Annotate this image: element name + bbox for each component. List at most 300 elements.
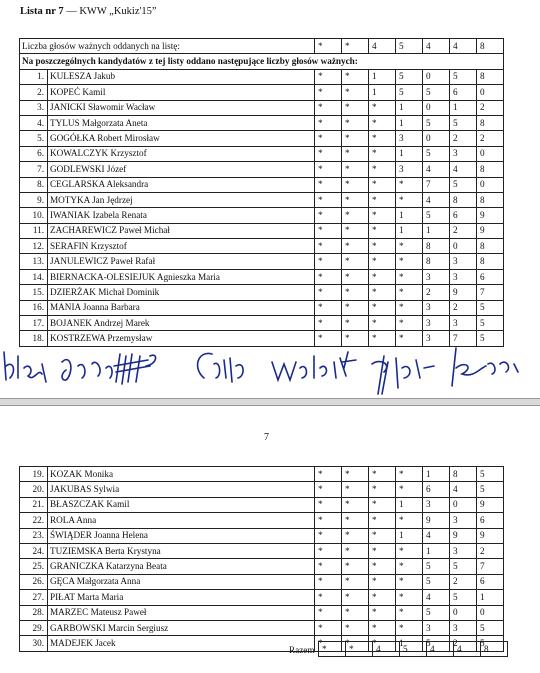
vote-digit: 3 bbox=[450, 254, 477, 269]
candidate-row bbox=[20, 115, 504, 130]
vote-digit: * bbox=[315, 285, 342, 300]
candidate-row bbox=[20, 239, 504, 254]
vote-digit: * bbox=[315, 85, 342, 100]
committee-name: KWW „Kukiz'15” bbox=[79, 6, 157, 17]
candidate-number: 9. bbox=[20, 192, 48, 207]
vote-digit: * bbox=[342, 239, 369, 254]
vote-digit: 5 bbox=[423, 85, 450, 100]
vote-digit: 3 bbox=[423, 300, 450, 315]
candidate-name: JAKUBAS Sylwia bbox=[48, 482, 315, 497]
vote-digit: 6 bbox=[423, 482, 450, 497]
vote-digit: 3 bbox=[423, 269, 450, 284]
vote-digit: 1 bbox=[396, 636, 423, 651]
candidate-name: MADEJEK Jacek bbox=[48, 636, 315, 651]
vote-digit: 1 bbox=[396, 223, 423, 238]
candidate-number: 5. bbox=[20, 131, 48, 146]
candidate-name: BOJANEK Andrzej Marek bbox=[48, 316, 315, 331]
candidate-name: SERAFIN Krzysztof bbox=[48, 239, 315, 254]
vote-digit: * bbox=[369, 482, 396, 497]
candidate-number: 6. bbox=[20, 146, 48, 161]
vote-digit: * bbox=[342, 636, 369, 651]
vote-digit: 1 bbox=[423, 543, 450, 558]
candidate-row bbox=[20, 316, 504, 331]
vote-digit: 9 bbox=[477, 528, 504, 543]
vote-digit: 8 bbox=[477, 69, 504, 84]
vote-digit: 3 bbox=[396, 162, 423, 177]
vote-digit: 9 bbox=[423, 513, 450, 528]
header-dash: — bbox=[66, 6, 77, 17]
candidate-row bbox=[20, 85, 504, 100]
vote-digit: * bbox=[342, 269, 369, 284]
vote-digit: * bbox=[342, 162, 369, 177]
vote-digit: * bbox=[342, 192, 369, 207]
candidate-number: 1. bbox=[20, 69, 48, 84]
vote-digit: * bbox=[315, 115, 342, 130]
candidate-number: 8. bbox=[20, 177, 48, 192]
vote-digit: 9 bbox=[450, 285, 477, 300]
vote-digit: 5 bbox=[396, 69, 423, 84]
candidate-row bbox=[20, 620, 504, 635]
list-header bbox=[20, 6, 157, 17]
candidate-name: MANIA Joanna Barbara bbox=[48, 300, 315, 315]
vote-digit: * bbox=[396, 316, 423, 331]
vote-digit: * bbox=[315, 100, 342, 115]
vote-digit: 1 bbox=[450, 100, 477, 115]
candidate-name: MARZEC Mateusz Paweł bbox=[48, 605, 315, 620]
vote-digit: * bbox=[369, 115, 396, 130]
vote-digit: * bbox=[369, 559, 396, 574]
candidate-number: 25. bbox=[20, 559, 48, 574]
candidate-row bbox=[20, 285, 504, 300]
vote-digit: 8 bbox=[477, 192, 504, 207]
vote-digit: 8 bbox=[450, 467, 477, 482]
candidate-name: KOPEĆ Kamil bbox=[48, 85, 315, 100]
vote-digit: * bbox=[342, 254, 369, 269]
vote-digit: * bbox=[315, 239, 342, 254]
vote-digit: 5 bbox=[423, 146, 450, 161]
candidate-row bbox=[20, 497, 504, 512]
vote-digit: * bbox=[315, 316, 342, 331]
vote-digit: 5 bbox=[477, 316, 504, 331]
vote-digit: * bbox=[315, 300, 342, 315]
vote-digit: 5 bbox=[396, 85, 423, 100]
vote-digit: 1 bbox=[396, 497, 423, 512]
candidate-row bbox=[20, 513, 504, 528]
vote-digit: 4 bbox=[450, 482, 477, 497]
candidate-number: 26. bbox=[20, 574, 48, 589]
vote-digit: * bbox=[369, 239, 396, 254]
vote-digit: 2 bbox=[477, 131, 504, 146]
vote-digit: 2 bbox=[477, 100, 504, 115]
vote-digit: * bbox=[315, 131, 342, 146]
vote-digit: 5 bbox=[477, 467, 504, 482]
vote-digit: * bbox=[315, 574, 342, 589]
candidate-number: 22. bbox=[20, 513, 48, 528]
vote-digit: * bbox=[369, 497, 396, 512]
vote-digit: 1 bbox=[396, 146, 423, 161]
vote-digit: * bbox=[369, 513, 396, 528]
candidate-number: 11. bbox=[20, 223, 48, 238]
vote-digit: 0 bbox=[423, 69, 450, 84]
vote-digit: 5 bbox=[423, 115, 450, 130]
vote-digit: * bbox=[315, 605, 342, 620]
vote-digit: 5 bbox=[477, 620, 504, 635]
list-number: Lista nr 7 bbox=[20, 6, 64, 17]
candidate-name: CEGLARSKA Aleksandra bbox=[48, 177, 315, 192]
vote-digit: 4 bbox=[423, 192, 450, 207]
candidate-name: ROLA Anna bbox=[48, 513, 315, 528]
vote-digit: 5 bbox=[477, 482, 504, 497]
vote-digit: * bbox=[396, 254, 423, 269]
vote-digit: * bbox=[315, 620, 342, 635]
candidate-name: TYLUS Małgorzata Aneta bbox=[48, 115, 315, 130]
candidate-row bbox=[20, 162, 504, 177]
vote-digit: * bbox=[369, 543, 396, 558]
vote-digit: * bbox=[369, 131, 396, 146]
candidate-row bbox=[20, 574, 504, 589]
vote-digit: 1 bbox=[369, 69, 396, 84]
vote-digit: * bbox=[342, 208, 369, 223]
vote-digit: 9 bbox=[477, 497, 504, 512]
vote-digit: 8 bbox=[477, 254, 504, 269]
vote-digit: 7 bbox=[477, 559, 504, 574]
summary-digit: 5 bbox=[396, 39, 423, 54]
total-label: Razem bbox=[289, 645, 315, 655]
candidate-number: 19. bbox=[20, 467, 48, 482]
vote-digit: * bbox=[342, 497, 369, 512]
candidate-number: 24. bbox=[20, 543, 48, 558]
vote-digit: 5 bbox=[450, 559, 477, 574]
candidate-name: ŚWIĄDER Joanna Helena bbox=[48, 528, 315, 543]
vote-digit: * bbox=[369, 177, 396, 192]
candidate-name: JANULEWICZ Paweł Rafał bbox=[48, 254, 315, 269]
vote-digit: * bbox=[315, 208, 342, 223]
candidate-row bbox=[20, 192, 504, 207]
candidate-name: MOTYKA Jan Jędrzej bbox=[48, 192, 315, 207]
vote-digit: * bbox=[369, 467, 396, 482]
vote-digit: * bbox=[369, 208, 396, 223]
candidate-number: 7. bbox=[20, 162, 48, 177]
candidate-number: 15. bbox=[20, 285, 48, 300]
candidate-name: PIŁAT Marta Maria bbox=[48, 590, 315, 605]
candidate-name: KOSTRZEWA Przemysław bbox=[48, 331, 315, 346]
vote-digit: 5 bbox=[423, 208, 450, 223]
candidate-name: GĘCA Małgorzata Anna bbox=[48, 574, 315, 589]
vote-digit: * bbox=[369, 269, 396, 284]
candidate-row bbox=[20, 300, 504, 315]
candidate-number: 18. bbox=[20, 331, 48, 346]
vote-digit: 3 bbox=[423, 331, 450, 346]
section-row bbox=[20, 54, 504, 69]
vote-digit: * bbox=[342, 543, 369, 558]
vote-digit: * bbox=[342, 513, 369, 528]
vote-digit: * bbox=[369, 285, 396, 300]
candidate-row bbox=[20, 590, 504, 605]
candidate-number: 3. bbox=[20, 100, 48, 115]
vote-digit: 0 bbox=[477, 605, 504, 620]
candidate-number: 30. bbox=[20, 636, 48, 651]
vote-digit: * bbox=[342, 177, 369, 192]
vote-digit: * bbox=[342, 146, 369, 161]
vote-digit: 1 bbox=[423, 467, 450, 482]
vote-digit: * bbox=[396, 331, 423, 346]
candidate-name: GODLEWSKI Józef bbox=[48, 162, 315, 177]
vote-digit: * bbox=[315, 177, 342, 192]
votes-table-top bbox=[19, 38, 504, 347]
candidate-row bbox=[20, 559, 504, 574]
vote-digit: 0 bbox=[423, 131, 450, 146]
vote-digit: 1 bbox=[396, 100, 423, 115]
candidate-name: KOWALCZYK Krzysztof bbox=[48, 146, 315, 161]
vote-digit: * bbox=[315, 192, 342, 207]
total-digit: * bbox=[319, 642, 346, 657]
vote-digit: 2 bbox=[423, 285, 450, 300]
vote-digit: * bbox=[315, 636, 342, 651]
vote-digit: * bbox=[315, 331, 342, 346]
vote-digit: * bbox=[396, 269, 423, 284]
total-digit: 5 bbox=[400, 642, 427, 657]
candidate-row bbox=[20, 146, 504, 161]
total-digit: 8 bbox=[481, 642, 508, 657]
vote-digit: * bbox=[315, 467, 342, 482]
vote-digit: 8 bbox=[450, 192, 477, 207]
candidate-row bbox=[20, 208, 504, 223]
vote-digit: * bbox=[396, 239, 423, 254]
vote-digit: * bbox=[315, 223, 342, 238]
section-label: Na poszczególnych kandydatów z tej listy oddano następujące liczby głosów ważnych: bbox=[20, 54, 504, 69]
vote-digit: * bbox=[396, 300, 423, 315]
vote-digit: * bbox=[342, 223, 369, 238]
vote-digit: 3 bbox=[450, 269, 477, 284]
vote-digit: * bbox=[342, 605, 369, 620]
summary-digit: 8 bbox=[477, 39, 504, 54]
summary-row bbox=[20, 39, 504, 54]
vote-digit: * bbox=[342, 131, 369, 146]
vote-digit: 5 bbox=[450, 69, 477, 84]
vote-digit: 2 bbox=[477, 543, 504, 558]
vote-digit: * bbox=[342, 316, 369, 331]
vote-digit: * bbox=[396, 177, 423, 192]
vote-digit: * bbox=[396, 513, 423, 528]
candidate-number: 29. bbox=[20, 620, 48, 635]
vote-digit: 5 bbox=[423, 605, 450, 620]
vote-digit: * bbox=[369, 162, 396, 177]
vote-digit: * bbox=[315, 590, 342, 605]
vote-digit: * bbox=[315, 513, 342, 528]
vote-digit: * bbox=[342, 528, 369, 543]
vote-digit: * bbox=[369, 100, 396, 115]
vote-digit: * bbox=[396, 574, 423, 589]
vote-digit: 5 bbox=[477, 300, 504, 315]
vote-digit: 3 bbox=[450, 543, 477, 558]
candidate-row bbox=[20, 543, 504, 558]
vote-digit: * bbox=[342, 85, 369, 100]
vote-digit: 1 bbox=[396, 115, 423, 130]
vote-digit: * bbox=[396, 285, 423, 300]
vote-digit: 0 bbox=[477, 146, 504, 161]
candidate-name: KOZAK Monika bbox=[48, 467, 315, 482]
vote-digit: 3 bbox=[423, 497, 450, 512]
vote-digit: * bbox=[315, 269, 342, 284]
page-break-separator bbox=[0, 398, 540, 406]
candidate-name: KULESZA Jakub bbox=[48, 69, 315, 84]
vote-digit: 5 bbox=[477, 636, 504, 651]
candidate-name: IWANIAK Izabela Renata bbox=[48, 208, 315, 223]
summary-digit: * bbox=[342, 39, 369, 54]
vote-digit: 3 bbox=[423, 620, 450, 635]
summary-digit: * bbox=[315, 39, 342, 54]
vote-digit: * bbox=[342, 559, 369, 574]
vote-digit: * bbox=[342, 300, 369, 315]
vote-digit: * bbox=[369, 331, 396, 346]
vote-digit: 7 bbox=[450, 331, 477, 346]
vote-digit: 8 bbox=[423, 254, 450, 269]
vote-digit: 7 bbox=[423, 177, 450, 192]
vote-digit: * bbox=[342, 115, 369, 130]
vote-digit: * bbox=[342, 590, 369, 605]
vote-digit: * bbox=[369, 620, 396, 635]
candidate-row bbox=[20, 482, 504, 497]
vote-digit: * bbox=[396, 482, 423, 497]
vote-digit: * bbox=[342, 100, 369, 115]
candidate-number: 28. bbox=[20, 605, 48, 620]
candidate-row bbox=[20, 100, 504, 115]
vote-digit: 6 bbox=[450, 85, 477, 100]
vote-digit: 4 bbox=[423, 590, 450, 605]
candidate-name: DZIERŻAK Michał Dominik bbox=[48, 285, 315, 300]
total-row-table bbox=[318, 641, 508, 657]
candidate-name: GARBOWSKI Marcin Sergiusz bbox=[48, 620, 315, 635]
summary-digit: 4 bbox=[369, 39, 396, 54]
vote-digit: * bbox=[315, 482, 342, 497]
vote-digit: 0 bbox=[450, 239, 477, 254]
vote-digit: * bbox=[369, 146, 396, 161]
vote-digit: 4 bbox=[423, 162, 450, 177]
vote-digit: 4 bbox=[450, 162, 477, 177]
total-digit: 4 bbox=[427, 642, 454, 657]
signatures bbox=[0, 338, 540, 396]
vote-digit: 6 bbox=[450, 208, 477, 223]
vote-digit: 2 bbox=[450, 574, 477, 589]
vote-digit: * bbox=[315, 254, 342, 269]
vote-digit: * bbox=[315, 497, 342, 512]
vote-digit: 5 bbox=[450, 590, 477, 605]
candidate-row bbox=[20, 223, 504, 238]
vote-digit: 5 bbox=[423, 559, 450, 574]
vote-digit: * bbox=[396, 559, 423, 574]
vote-digit: 0 bbox=[477, 177, 504, 192]
candidate-number: 20. bbox=[20, 482, 48, 497]
vote-digit: * bbox=[315, 69, 342, 84]
vote-digit: 3 bbox=[396, 131, 423, 146]
vote-digit: * bbox=[369, 223, 396, 238]
vote-digit: * bbox=[342, 69, 369, 84]
vote-digit: 1 bbox=[369, 85, 396, 100]
vote-digit: 1 bbox=[477, 590, 504, 605]
candidate-name: JANICKI Sławomir Wacław bbox=[48, 100, 315, 115]
vote-digit: 6 bbox=[477, 269, 504, 284]
candidate-row bbox=[20, 177, 504, 192]
votes-table-bottom bbox=[19, 466, 504, 652]
vote-digit: 1 bbox=[423, 223, 450, 238]
vote-digit: 1 bbox=[396, 208, 423, 223]
vote-digit: 2 bbox=[450, 300, 477, 315]
candidate-name: BŁASZCZAK Kamil bbox=[48, 497, 315, 512]
summary-label: Liczba głosów ważnych oddanych na listę: bbox=[20, 39, 315, 54]
vote-digit: 0 bbox=[423, 100, 450, 115]
vote-digit: * bbox=[342, 574, 369, 589]
candidate-number: 10. bbox=[20, 208, 48, 223]
vote-digit: * bbox=[369, 574, 396, 589]
vote-digit: 5 bbox=[450, 177, 477, 192]
vote-digit: * bbox=[342, 331, 369, 346]
candidate-number: 16. bbox=[20, 300, 48, 315]
candidate-number: 21. bbox=[20, 497, 48, 512]
candidate-row bbox=[20, 269, 504, 284]
vote-digit: * bbox=[369, 590, 396, 605]
vote-digit: * bbox=[342, 285, 369, 300]
vote-digit: * bbox=[369, 316, 396, 331]
vote-digit: * bbox=[396, 192, 423, 207]
vote-digit: 7 bbox=[477, 285, 504, 300]
vote-digit: 1 bbox=[396, 528, 423, 543]
vote-digit: 3 bbox=[423, 316, 450, 331]
vote-digit: * bbox=[369, 605, 396, 620]
vote-digit: 2 bbox=[450, 131, 477, 146]
vote-digit: * bbox=[315, 543, 342, 558]
vote-digit: * bbox=[342, 467, 369, 482]
vote-digit: 5 bbox=[477, 331, 504, 346]
candidate-number: 2. bbox=[20, 85, 48, 100]
candidate-name: BIERNACKA-OLESIEJUK Agnieszka Maria bbox=[48, 269, 315, 284]
vote-digit: 2 bbox=[450, 223, 477, 238]
vote-digit: 5 bbox=[423, 636, 450, 651]
vote-digit: 5 bbox=[423, 574, 450, 589]
vote-digit: * bbox=[396, 605, 423, 620]
vote-digit: 8 bbox=[477, 115, 504, 130]
vote-digit: * bbox=[315, 559, 342, 574]
summary-digit: 4 bbox=[450, 39, 477, 54]
vote-digit: * bbox=[396, 620, 423, 635]
vote-digit: * bbox=[369, 254, 396, 269]
vote-digit: * bbox=[396, 543, 423, 558]
candidate-number: 27. bbox=[20, 590, 48, 605]
vote-digit: 0 bbox=[450, 605, 477, 620]
vote-digit: * bbox=[396, 467, 423, 482]
candidate-name: GOGÓŁKA Robert Mirosław bbox=[48, 131, 315, 146]
candidate-row bbox=[20, 467, 504, 482]
vote-digit: * bbox=[369, 192, 396, 207]
vote-digit: 8 bbox=[477, 239, 504, 254]
candidate-row bbox=[20, 254, 504, 269]
candidate-number: 4. bbox=[20, 115, 48, 130]
candidate-name: GRANICZKA Katarzyna Beata bbox=[48, 559, 315, 574]
vote-digit: 5 bbox=[450, 115, 477, 130]
vote-digit: 3 bbox=[450, 146, 477, 161]
total-digit: 4 bbox=[454, 642, 481, 657]
candidate-number: 23. bbox=[20, 528, 48, 543]
vote-digit: 9 bbox=[477, 223, 504, 238]
vote-digit: * bbox=[315, 162, 342, 177]
vote-digit: 9 bbox=[477, 208, 504, 223]
vote-digit: 2 bbox=[450, 636, 477, 651]
candidate-row bbox=[20, 69, 504, 84]
total-digit: 4 bbox=[373, 642, 400, 657]
vote-digit: * bbox=[342, 482, 369, 497]
vote-digit: * bbox=[396, 590, 423, 605]
vote-digit: 3 bbox=[450, 620, 477, 635]
candidate-row bbox=[20, 528, 504, 543]
